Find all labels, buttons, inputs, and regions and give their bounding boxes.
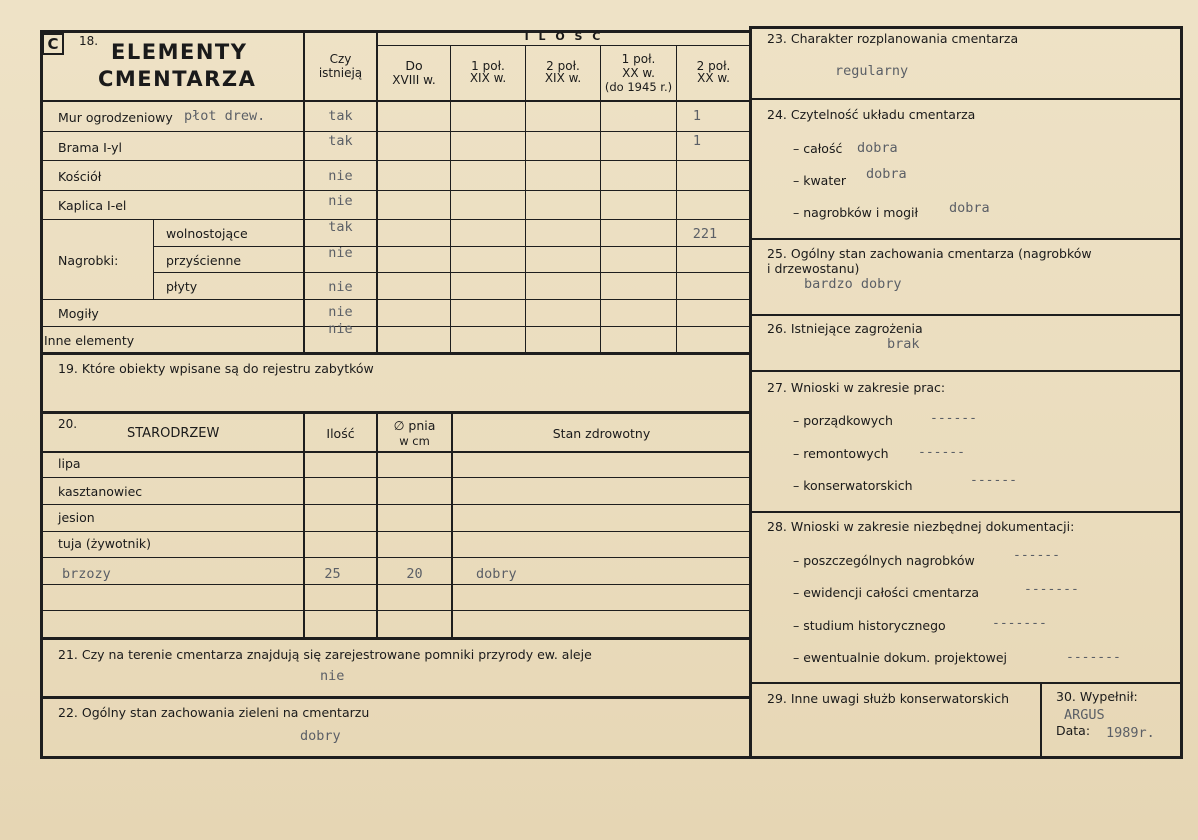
- section-27-item-label: – porządkowych: [793, 413, 893, 428]
- s18-row-line: [40, 219, 750, 220]
- section-20-number: 20.: [58, 417, 78, 431]
- section-28-item-value: -------: [992, 616, 1047, 631]
- s29-s30-divider: [1040, 683, 1042, 758]
- section-28-label: 28. Wnioski w zakresie niezbędnej dokumentacji:: [767, 519, 1075, 534]
- section-25-value: bardzo dobry: [804, 276, 902, 292]
- nagrobki-wolnostojace-exists: tak: [328, 219, 353, 235]
- s18-nagrobki-divider: [153, 219, 154, 299]
- s20-header-line: [40, 451, 750, 453]
- left-border: [40, 30, 43, 758]
- tree-row-count: 25: [324, 566, 341, 582]
- section-27-item-value: ------: [918, 445, 965, 460]
- period-header-l3: (do 1945 r.): [604, 80, 673, 94]
- middle-border: [749, 26, 752, 758]
- section-22-label: 22. Ogólny stan zachowania zieleni na cmentarzu: [58, 705, 370, 720]
- ilosc-header: I L O Ś Ć: [524, 30, 604, 43]
- period-header-l1: 2 poł.: [546, 59, 580, 73]
- s18-col-p3-line: [525, 46, 526, 353]
- section-23-label: 23. Charakter rozplanowania cmentarza: [767, 31, 1019, 46]
- s27-bottom-line: [750, 511, 1183, 513]
- tree-row-name: kasztanowiec: [58, 484, 143, 499]
- s20-row-line: [40, 531, 750, 532]
- period-header-l1: 2 poł.: [696, 59, 731, 73]
- section-18-title-line1: ELEMENTY: [111, 40, 248, 64]
- period-header-l2: XIX w.: [469, 71, 507, 85]
- s20-row-line: [40, 504, 750, 505]
- section-18-title-line2: CMENTARZA: [98, 67, 257, 91]
- s24-bottom-line: [750, 238, 1183, 240]
- section-24-item-value: dobra: [866, 166, 907, 182]
- s18-col-p5-line: [676, 46, 677, 353]
- row-extra-mur: płot drew.: [184, 108, 266, 124]
- col-diameter-header-l2: w cm: [399, 434, 430, 448]
- section-25-label-l2: i drzewostanu): [767, 261, 860, 276]
- s20-row-line: [40, 477, 750, 478]
- section-28-item-label: – ewidencji całości cmentarza: [793, 585, 980, 600]
- row-exists-kaplica: nie: [328, 193, 353, 209]
- section-25-label-l1: 25. Ogólny stan zachowania cmentarza (nagrobków: [767, 246, 1092, 261]
- tree-row-name: lipa: [58, 456, 81, 471]
- s20-row-line: [40, 557, 750, 558]
- section-30-label: 30. Wypełnił:: [1056, 689, 1138, 704]
- section-21-value: nie: [320, 668, 345, 684]
- col-count-header: Ilość: [326, 426, 355, 441]
- row-exists-kosciol: nie: [328, 168, 353, 184]
- s18-row-line: [40, 131, 750, 132]
- section-24-item-value: dobra: [857, 140, 898, 156]
- section-22-value: dobry: [300, 728, 341, 744]
- tree-row-name: jesion: [58, 510, 95, 525]
- section-24-label: 24. Czytelność układu cmentarza: [767, 107, 976, 122]
- section-27-item-label: – remontowych: [793, 446, 889, 461]
- s20-col-health-line: [451, 412, 453, 639]
- s20-row-line: [40, 584, 750, 585]
- section-28-item-value: -------: [1066, 650, 1121, 665]
- col-exists-header-l1: Czy: [329, 52, 352, 66]
- row-label-brama: Brama I-yl: [58, 140, 123, 155]
- section-30-date-label: Data:: [1056, 723, 1091, 738]
- section-27-item-value: ------: [930, 411, 977, 426]
- s23-bottom-line: [750, 98, 1183, 100]
- row-label-inne: Inne elementy: [44, 333, 135, 348]
- section-28-item-label: – studium historycznego: [793, 618, 946, 633]
- section-24-item-value: dobra: [949, 200, 990, 216]
- section-28-item-value: -------: [1024, 582, 1079, 597]
- col-diameter-header-l1: ∅ pnia: [393, 418, 436, 433]
- nagrobki-plyty-label: płyty: [166, 279, 198, 294]
- section-18-number: 18.: [79, 34, 99, 48]
- section-30-date: 1989r.: [1106, 725, 1155, 741]
- period-header-l1: Do: [405, 58, 423, 73]
- top-border-right: [750, 26, 1183, 29]
- row-exists-mur: tak: [328, 108, 353, 124]
- section-30-name: ARGUS: [1064, 707, 1105, 723]
- nagrobki-przyscienne-exists: nie: [328, 245, 353, 261]
- nagrobki-plyty-exists: nie: [328, 279, 353, 295]
- section-28-item-value: ------: [1013, 548, 1060, 563]
- right-border: [1180, 26, 1183, 758]
- nagrobki-wolnostojace-label: wolnostojące: [166, 226, 248, 241]
- tree-row-health: dobry: [476, 566, 517, 582]
- section-letter-box: C: [42, 33, 64, 55]
- col-exists-header-l2: istnieją: [318, 66, 363, 80]
- period-header-l2: XX w.: [697, 71, 730, 85]
- s26-bottom-line: [750, 370, 1183, 372]
- s18-row-line: [40, 326, 750, 327]
- s18-row-line: [153, 272, 750, 273]
- section-27-item-label: – konserwatorskich: [793, 478, 913, 493]
- period-header-l2: XVIII w.: [392, 73, 436, 87]
- s18-row-line: [40, 160, 750, 161]
- tree-row-name: tuja (żywotnik): [58, 536, 152, 551]
- section-28-item-label: – ewentualnie dokum. projektowej: [793, 650, 1008, 665]
- bottom-border: [40, 756, 1183, 759]
- s19-bottom-line: [40, 411, 750, 414]
- row-exists-mogily: nie: [328, 304, 353, 320]
- section-20-title: STARODRZEW: [127, 426, 220, 441]
- s20-col-count-line: [303, 412, 305, 639]
- s20-row-line: [40, 610, 750, 611]
- section-26-value: brak: [887, 336, 920, 352]
- period-header-l2: XX w.: [622, 66, 655, 80]
- row-count-brama: 1: [692, 133, 702, 149]
- s25-bottom-line: [750, 314, 1183, 316]
- section-26-label: 26. Istniejące zagrożenia: [767, 321, 923, 336]
- tree-row-name: brzozy: [62, 566, 111, 582]
- section-24-item-label: – nagrobków i mogił: [793, 205, 919, 220]
- s18-col-p2-line: [450, 46, 451, 353]
- row-exists-inne: nie: [328, 321, 353, 337]
- row-exists-brama: tak: [328, 133, 353, 149]
- period-header-l1: 1 poł.: [471, 59, 505, 73]
- s20-bottom-line: [40, 637, 750, 640]
- s28-bottom-line: [750, 682, 1183, 684]
- section-24-item-label: – całość: [793, 141, 843, 156]
- period-header-l1: 1 poł.: [621, 52, 656, 66]
- s18-header-line: [40, 100, 750, 102]
- s21-bottom-line: [40, 696, 750, 699]
- row-label-kosciol: Kościół: [58, 169, 102, 184]
- row-label-mogily: Mogiły: [58, 306, 99, 321]
- row-label-kaplica: Kaplica I-el: [58, 198, 127, 213]
- section-19-label: 19. Które obiekty wpisane są do rejestru zabytków: [58, 361, 374, 376]
- s18-bottom-line: [40, 352, 750, 355]
- tree-row-diameter: 20: [406, 566, 423, 582]
- s18-row-line: [40, 299, 750, 300]
- row-label-mur: Mur ogrodzeniowy: [58, 110, 173, 125]
- col-health-header: Stan zdrowotny: [552, 426, 651, 441]
- s18-ilosc-line: [378, 45, 750, 46]
- s18-row-line: [153, 246, 750, 247]
- section-27-label: 27. Wnioski w zakresie prac:: [767, 380, 946, 395]
- s18-row-line: [40, 190, 750, 191]
- section-24-item-label: – kwater: [793, 173, 847, 188]
- section-27-item-value: ------: [970, 473, 1017, 488]
- nagrobki-wolnostojace-count: 221: [692, 226, 718, 242]
- nagrobki-label: Nagrobki:: [58, 253, 119, 268]
- nagrobki-przyscienne-label: przyścienne: [166, 253, 242, 268]
- period-header-l2: XIX w.: [544, 71, 582, 85]
- section-28-item-label: – poszczególnych nagrobków: [793, 553, 975, 568]
- section-21-label: 21. Czy na terenie cmentarza znajdują się zarejestrowane pomniki przyrody ew. aleje: [58, 647, 592, 662]
- row-count-mur: 1: [692, 108, 702, 124]
- section-29-label: 29. Inne uwagi służb konserwatorskich: [767, 691, 1009, 706]
- section-23-value: regularny: [835, 63, 909, 79]
